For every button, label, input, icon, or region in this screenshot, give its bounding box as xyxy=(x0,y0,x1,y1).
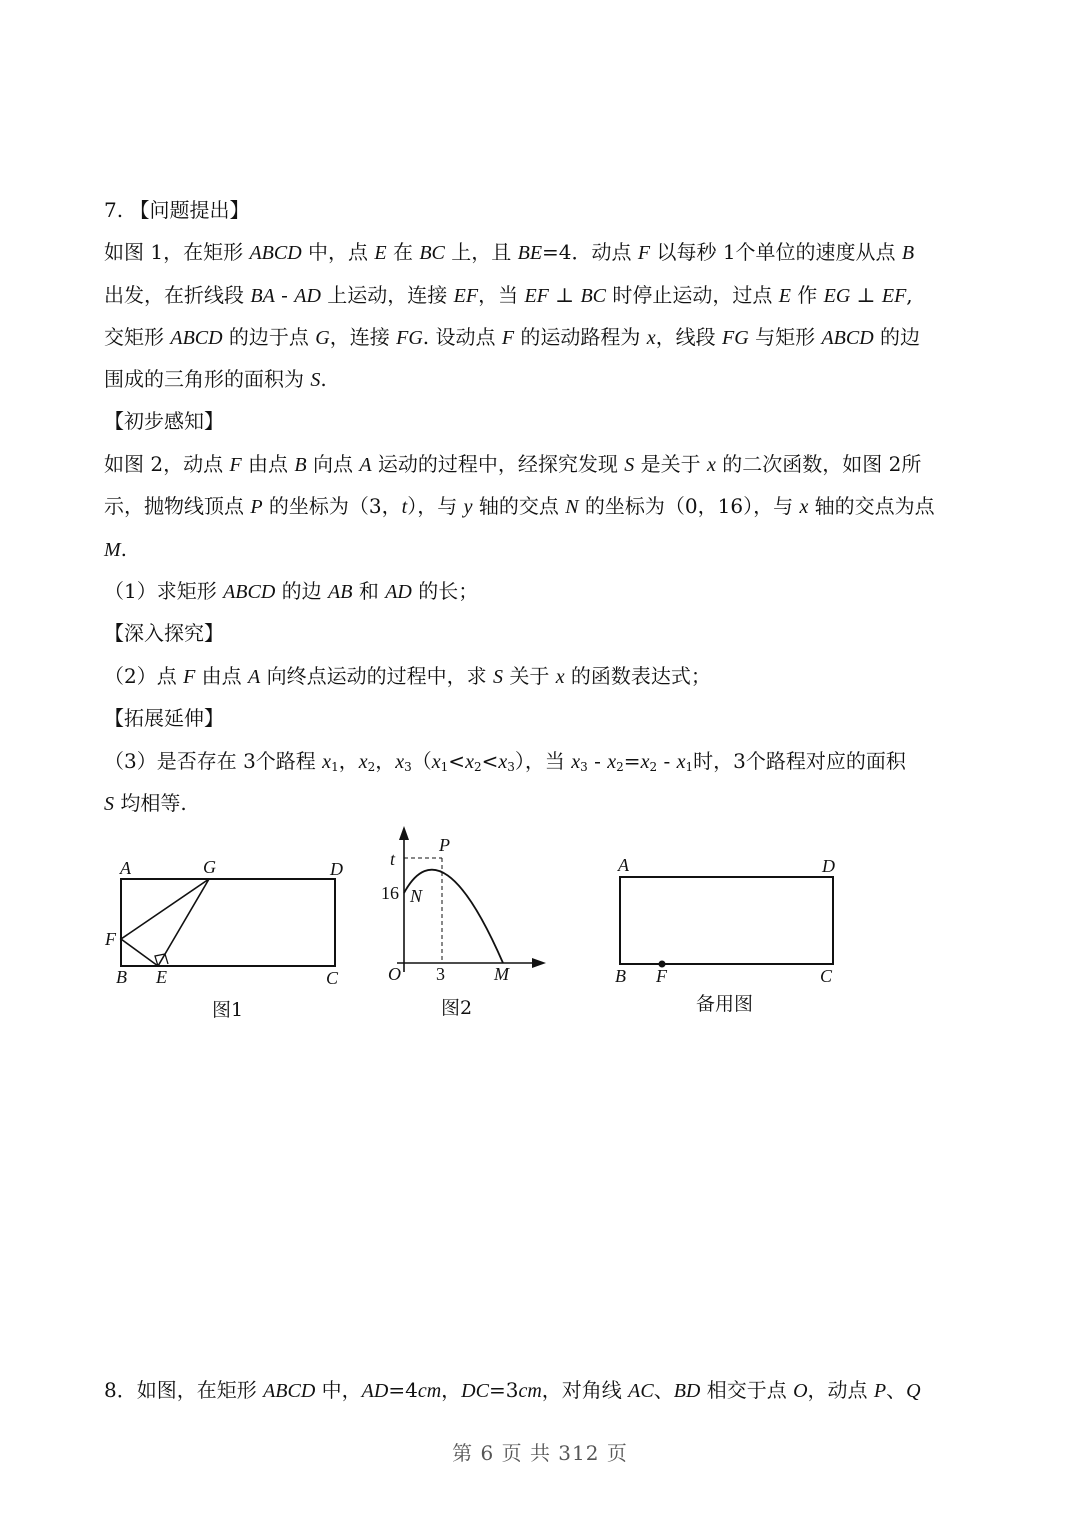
text-q7-para1-v9: EF xyxy=(453,285,479,307)
fig3-label-f: F xyxy=(656,966,667,986)
fig1-rectangle xyxy=(121,879,335,966)
q7-number: 7. xyxy=(104,198,124,222)
text-q7-q3-s1: 1 xyxy=(685,760,694,774)
fig3-label-d: D xyxy=(822,856,835,876)
text-q7-para2-v1: F xyxy=(229,454,242,476)
fig2-y-axis-arrow xyxy=(399,826,409,840)
text-q7-para1-v8: AD xyxy=(294,285,321,307)
text-q7-para1-t8: - xyxy=(274,283,295,307)
text-q8-t2: 中， xyxy=(315,1378,362,1402)
figure-backup-caption: 备用图 xyxy=(696,993,754,1015)
text-q7-para2-t7: 示，抛物线顶点 xyxy=(104,494,251,518)
section-heading-extend: 【拓展延伸】 xyxy=(104,706,224,730)
text-q7-para1-v21: FG xyxy=(722,327,749,349)
fig2-label-3: 3 xyxy=(436,964,445,984)
text-q7-para1-t19: . 设动点 xyxy=(422,325,502,349)
text-q8-v5: cm xyxy=(518,1380,542,1402)
text-q7-para2-t3: 向点 xyxy=(306,452,360,476)
section-heading-initial: 【初步感知】 xyxy=(104,409,224,433)
fig2-x-axis-arrow xyxy=(532,958,546,968)
q8-line1 xyxy=(104,1376,921,1405)
text-q7-para2-v4: S xyxy=(624,454,635,476)
text-q7-q2-t1: （2）点 xyxy=(104,664,184,688)
fig1-triangle xyxy=(121,879,209,966)
text-q7-q3-x: x xyxy=(676,751,686,773)
text-q7-para1-v24: S xyxy=(310,369,321,391)
text-q8-v10: Q xyxy=(906,1380,921,1402)
text-q7-para1-t22: 与矩形 xyxy=(748,325,822,349)
text-q8-t9: ，动点 xyxy=(807,1378,874,1402)
text-q7-para1-t14: ⊥ xyxy=(850,283,882,307)
text-q7-para1-t2: 中，点 xyxy=(301,240,375,264)
text-q7-para2-t5: 是关于 xyxy=(634,452,707,476)
text-q7-para1-t4: 上，且 xyxy=(444,240,518,264)
fig2-label-t: t xyxy=(390,849,396,869)
text-q7-q3-t1: （3）是否存在 3个路程 xyxy=(104,749,323,773)
text-q7-q3-s3: 3 xyxy=(580,760,588,774)
text-q7-para2-t8: 的坐标为（3， xyxy=(262,494,402,518)
text-q7-para1-v3: BC xyxy=(419,242,445,264)
text-q7-q2-t2: 由点 xyxy=(195,664,249,688)
text-q7-para1-v7: BA xyxy=(250,285,275,307)
text-q7-para1-t6: 以每秒 1个单位的速度从点 xyxy=(650,240,902,264)
text-q7-para1-t13: 作 xyxy=(790,283,824,307)
text-q7-q3-s1: 1 xyxy=(440,760,449,774)
q7-heading: 【问题提出】 xyxy=(129,198,250,222)
fig1-label-g: G xyxy=(203,857,216,877)
text-q8-v7: BD xyxy=(673,1380,701,1402)
text-q7-para2-v2: B xyxy=(294,454,307,476)
text-q7-q3-x: x xyxy=(571,751,581,773)
fig3-rectangle xyxy=(620,877,833,964)
text-q7-q2-v4: x xyxy=(555,666,565,688)
text-q7-para2-t13: . xyxy=(120,537,128,561)
text-q7-para1-t17: 的边于点 xyxy=(222,325,316,349)
text-q7-para1-v4: BE xyxy=(517,242,543,264)
fig3-label-b: B xyxy=(615,966,626,986)
text-q7-q3-lt: < xyxy=(481,749,499,773)
text-q8-v4: DC xyxy=(461,1380,489,1402)
text-q7-para1-t16: 交矩形 xyxy=(104,325,171,349)
text-q7-q1-t3: 和 xyxy=(352,579,386,603)
text-q7-para1-t25: . xyxy=(320,367,327,391)
text-q8-v8: O xyxy=(793,1380,808,1402)
text-q7-q1-t2: 的边 xyxy=(275,579,329,603)
text-q7-q3-x: x xyxy=(395,751,405,773)
text-q7-para1-t12: 时停止运动，过点 xyxy=(606,283,779,307)
text-q8-t5: =3 xyxy=(488,1378,519,1402)
text-q7-para1-t9: 上运动，连接 xyxy=(320,283,454,307)
text-q7-q3-s3: 3 xyxy=(507,760,515,774)
fig2-parabola xyxy=(404,870,503,963)
text-q7-q3-x: x xyxy=(322,751,332,773)
text-q7-q3-s3: 3 xyxy=(404,760,412,774)
q7-subquestion-3-line2 xyxy=(104,789,187,818)
text-q7-q3-s2: 2 xyxy=(649,760,658,774)
text-q8-t8: 相交于点 xyxy=(700,1378,794,1402)
text-q7-para1-v14: EF xyxy=(881,285,907,307)
text-q8-t4: ， xyxy=(441,1378,462,1402)
text-q7-q3-x: x xyxy=(607,751,617,773)
q7-heading-line xyxy=(104,196,249,224)
text-q7-para1-v20: x xyxy=(646,327,656,349)
text-q7-q1-t4: 的长； xyxy=(411,579,479,603)
fig2-label-p: P xyxy=(439,835,450,855)
text-q7-q3-close: ） xyxy=(514,749,525,773)
text-q8-v9: P xyxy=(873,1380,887,1402)
page-footer: 第 6 页 共 312 页 xyxy=(452,1441,628,1465)
text-q7-para1-v2: E xyxy=(374,242,387,264)
text-q7-para1-v18: FG xyxy=(396,327,423,349)
text-q7-para1-v13: EG xyxy=(823,285,851,307)
text-q7-para2-v7: P xyxy=(250,496,263,518)
fig3-label-a: A xyxy=(618,855,629,875)
text-q7-para1-v1: ABCD xyxy=(249,242,302,264)
text-q7-para2-t12: 轴的交点为点 xyxy=(808,494,935,518)
q7-para2-line2 xyxy=(104,492,935,521)
text-q7-q3-eq: = xyxy=(623,749,641,773)
text-q7-q3-v4: S xyxy=(104,793,114,815)
fig1-label-d: D xyxy=(330,859,343,879)
fig2-label-m: M xyxy=(494,964,509,984)
fig1-label-e: E xyxy=(156,967,167,987)
text-q7-q1-t1: （1）求矩形 xyxy=(104,579,224,603)
q7-para1-line4 xyxy=(104,365,327,394)
text-q7-para2-t10: 轴的交点 xyxy=(472,494,566,518)
text-q7-para1-t11: ⊥ xyxy=(548,283,581,307)
text-q8-v2: AD xyxy=(361,1380,389,1402)
text-q7-para1-v11: BC xyxy=(580,285,606,307)
text-q7-q3-x: x xyxy=(358,751,368,773)
text-q7-para2-t9: ），与 xyxy=(407,494,464,518)
fig1-label-c: C xyxy=(326,968,339,988)
text-q8-v1: ABCD xyxy=(263,1380,316,1402)
text-q7-para2-v8: t xyxy=(401,496,408,518)
text-q7-para1-t18: ，连接 xyxy=(329,325,397,349)
fig2-label-16: 16 xyxy=(381,883,399,903)
text-q7-para2-t11: 的坐标为（0，16），与 xyxy=(578,494,800,518)
text-q7-q1-v3: AD xyxy=(385,581,412,603)
text-q7-para2-v10: N xyxy=(565,496,579,518)
text-q7-para1-t3: 在 xyxy=(386,240,420,264)
text-q7-para1-t1: 如图 1，在矩形 xyxy=(104,240,250,264)
text-q7-q3-lt: < xyxy=(448,749,466,773)
text-q7-para1-t15: , xyxy=(906,283,913,307)
text-q7-q3-x: x xyxy=(431,751,441,773)
text-q8-v6: AC xyxy=(628,1380,654,1402)
text-q7-q1-v2: AB xyxy=(328,581,353,603)
q7-para1-line2 xyxy=(104,281,913,310)
text-q7-para1-v5: F xyxy=(637,242,651,264)
q7-subquestion-1 xyxy=(104,577,478,606)
fig1-label-a: A xyxy=(120,858,131,878)
text-q7-para2-v5: x xyxy=(706,454,716,476)
text-q7-para1-v6: B xyxy=(901,242,915,264)
text-q7-q2-v3: S xyxy=(492,666,503,688)
text-q7-q3-minus: - xyxy=(587,749,608,773)
text-q7-para2-v11: x xyxy=(799,496,809,518)
text-q7-q2-t3: 向终点运动的过程中，求 xyxy=(260,664,493,688)
text-q8-t6: ，对角线 xyxy=(541,1378,629,1402)
text-q7-para2-v13: M xyxy=(104,539,121,561)
text-q7-para1-v17: G xyxy=(315,327,330,349)
text-q8-t1: 8．如图，在矩形 xyxy=(104,1378,264,1402)
figure-1-caption: 图1 xyxy=(212,999,244,1021)
text-q7-para1-t7: 出发，在折线段 xyxy=(104,283,251,307)
text-q7-q3-s2: 2 xyxy=(473,760,482,774)
text-q7-para2-v3: A xyxy=(359,454,372,476)
text-q7-q3-c1: ， xyxy=(338,749,359,773)
q7-para1-line3 xyxy=(104,323,920,352)
text-q7-para1-t21: ，线段 xyxy=(655,325,723,349)
text-q7-para1-v16: ABCD xyxy=(170,327,223,349)
text-q7-para1-v22: ABCD xyxy=(821,327,874,349)
q7-subquestion-2 xyxy=(104,662,711,691)
text-q7-q3-x: x xyxy=(465,751,474,773)
text-q7-para2-t1: 如图 2，动点 xyxy=(104,452,230,476)
text-q7-para2-t2: 由点 xyxy=(241,452,295,476)
text-q7-para1-v10: EF xyxy=(524,285,549,307)
text-q7-q2-t4: 关于 xyxy=(502,664,556,688)
text-q7-para2-v9: y xyxy=(463,496,473,518)
fig2-label-o: O xyxy=(388,964,401,984)
text-q7-q3-t4: 均相等. xyxy=(114,791,187,815)
text-q7-q3-c2: ， xyxy=(375,749,396,773)
text-q7-q3-t2: ，当 xyxy=(524,749,572,773)
text-q7-q3-minus: - xyxy=(657,749,677,773)
text-q7-para2-t4: 运动的过程中，经探究发现 xyxy=(371,452,625,476)
text-q7-q3-s2: 2 xyxy=(616,760,624,774)
q7-para2-line1 xyxy=(104,450,921,479)
figure-2-caption: 图2 xyxy=(441,997,473,1019)
text-q8-t7: 、 xyxy=(653,1378,674,1402)
q7-subquestion-3-line1 xyxy=(104,747,906,781)
text-q7-para1-t5: =4．动点 xyxy=(542,240,638,264)
fig1-label-f: F xyxy=(105,929,116,949)
text-q7-q3-s1: 1 xyxy=(331,760,339,774)
q7-para1-line1 xyxy=(104,238,914,267)
section-heading-explore: 【深入探究】 xyxy=(104,621,224,645)
fig2-label-n: N xyxy=(410,886,423,906)
text-q7-q2-v2: A xyxy=(248,666,261,688)
text-q7-para1-t23: 的边 xyxy=(873,325,921,349)
text-q8-t10: 、 xyxy=(886,1378,907,1402)
text-q7-para1-v19: F xyxy=(501,327,515,349)
text-q7-para1-t10: ，当 xyxy=(478,283,525,307)
text-q7-q3-s2: 2 xyxy=(367,760,376,774)
text-q7-q2-v1: F xyxy=(183,666,196,688)
text-q7-q2-t5: 的函数表达式； xyxy=(564,664,711,688)
text-q7-para1-v12: E xyxy=(778,285,791,307)
fig1-label-b: B xyxy=(116,967,127,987)
text-q7-para2-t6: 的二次函数，如图 2所 xyxy=(715,452,922,476)
text-q8-v3: cm xyxy=(417,1380,442,1402)
text-q8-t3: =4 xyxy=(388,1378,418,1402)
text-q7-q3-t3: 时，3个路程对应的面积 xyxy=(693,749,906,773)
q7-para2-line3 xyxy=(104,535,127,564)
text-q7-q1-v1: ABCD xyxy=(223,581,276,603)
fig3-label-c: C xyxy=(820,966,833,986)
text-q7-q3-x: x xyxy=(498,751,508,773)
text-q7-q3-x: x xyxy=(640,751,650,773)
text-q7-para1-t20: 的运动路程为 xyxy=(514,325,647,349)
text-q7-para1-t24: 围成的三角形的面积为 xyxy=(104,367,311,391)
text-q7-q3-open: （ xyxy=(411,749,432,773)
